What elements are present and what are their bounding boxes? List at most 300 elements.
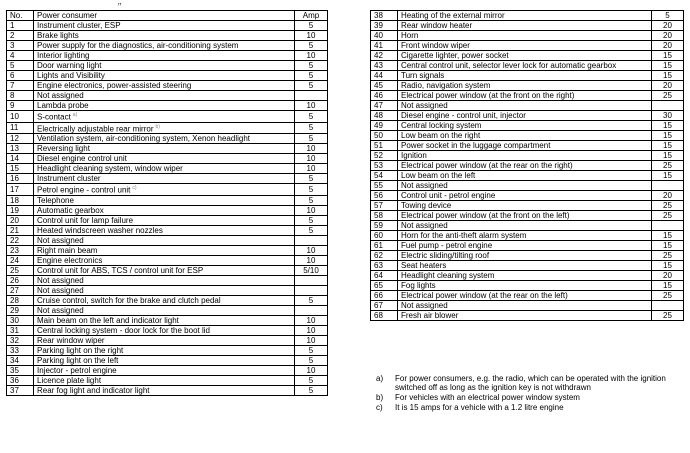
table-row (7, 305, 328, 315)
power-consumer-text: Electrical power window (at the front on the right) (401, 91, 575, 100)
power-consumer-text: Horn for the anti-theft alarm system (401, 231, 527, 240)
power-consumer-text: Brake lights (37, 31, 79, 40)
fuse-number: 38 (371, 11, 398, 21)
fuse-number: 26 (7, 275, 34, 285)
table-row (7, 101, 328, 111)
power-consumer-text: Cigarette lighter, power socket (401, 51, 509, 60)
fuse-number: 63 (371, 261, 398, 271)
power-consumer-text: Instrument cluster (37, 174, 101, 184)
amperage: 10 (295, 335, 328, 345)
table-row (7, 265, 328, 275)
power-consumer-text: Diesel engine - control unit, injector (401, 111, 526, 120)
fuse-number: 44 (371, 71, 398, 81)
power-consumer (398, 211, 652, 221)
amperage: 5 (295, 385, 328, 395)
fuse-number: 35 (7, 365, 34, 375)
amperage: 25 (652, 161, 684, 171)
table-row (371, 11, 684, 21)
power-consumer (398, 191, 652, 201)
table-row (7, 355, 328, 365)
table-row (371, 181, 684, 191)
table-row (371, 41, 684, 51)
table-row (371, 211, 684, 221)
fuse-table-left-body (7, 21, 328, 396)
power-consumer (398, 201, 652, 211)
fuse-number: 17 (7, 184, 34, 196)
amperage (295, 305, 328, 315)
table-row (371, 81, 684, 91)
power-consumer-text: Telephone (37, 195, 74, 205)
power-consumer-text: Control unit for ABS, TCS / control unit for ESP (37, 265, 204, 275)
power-consumer (398, 31, 652, 41)
table-row (7, 144, 328, 154)
amperage: 15 (652, 131, 684, 141)
table-row (371, 31, 684, 41)
amperage (652, 301, 684, 311)
amperage: 15 (652, 121, 684, 131)
amperage: 10 (295, 325, 328, 335)
table-row (7, 195, 328, 205)
power-consumer-text: Ignition (401, 151, 427, 160)
power-consumer (34, 101, 295, 111)
fuse-number: 40 (371, 31, 398, 41)
power-consumer-text: Central locking system - door lock for the boot lid (37, 325, 210, 335)
fuse-number: 14 (7, 154, 34, 164)
table-row (371, 241, 684, 251)
fuse-number: 58 (371, 211, 398, 221)
amperage: 10 (295, 144, 328, 154)
power-consumer-text: Power supply for the diagnostics, air-conditioning system (37, 41, 239, 50)
fuse-number: 67 (371, 301, 398, 311)
footnote-text: For power consumers, e.g. the radio, which can be operated with the ignition switched off as long as the ignition key is not withdrawn (395, 374, 666, 392)
power-consumer-text: Turn signals (401, 71, 445, 80)
table-row (7, 255, 328, 265)
amperage: 20 (652, 41, 684, 51)
power-consumer-text: Petrol engine - control unit (37, 185, 131, 195)
amperage: 10 (295, 164, 328, 174)
amperage: 10 (295, 205, 328, 215)
power-consumer (398, 61, 652, 71)
power-consumer (34, 335, 295, 345)
fuse-number: 30 (7, 315, 34, 325)
amperage: 10 (295, 365, 328, 375)
table-row (7, 174, 328, 184)
fuse-number: 24 (7, 255, 34, 265)
power-consumer (398, 71, 652, 81)
amperage (295, 235, 328, 245)
amperage: 10 (295, 255, 328, 265)
fuse-number: 65 (371, 281, 398, 291)
fuse-number: 25 (7, 265, 34, 275)
amperage: 25 (652, 251, 684, 261)
power-consumer-text: Seat heaters (401, 261, 447, 270)
power-consumer-text: S-contact (37, 112, 71, 122)
power-consumer-text: Not assigned (401, 101, 448, 110)
table-row (371, 221, 684, 231)
power-consumer-text: Licence plate light (37, 375, 102, 385)
fuse-number: 7 (7, 81, 34, 91)
power-consumer (398, 51, 652, 61)
amperage: 5 (295, 134, 328, 144)
power-consumer (34, 225, 295, 235)
fuse-number: 11 (7, 122, 34, 134)
amperage: 5 (295, 21, 328, 31)
power-consumer (398, 271, 652, 281)
amperage: 15 (652, 261, 684, 271)
table-row (371, 251, 684, 261)
fuse-number: 3 (7, 41, 34, 51)
fuse-number: 8 (7, 91, 34, 101)
power-consumer-text: Electrical power window (at the rear on the right) (401, 161, 573, 170)
table-row (371, 131, 684, 141)
power-consumer (34, 305, 295, 315)
power-consumer (34, 355, 295, 365)
table-row (7, 154, 328, 164)
fuse-number: 56 (371, 191, 398, 201)
power-consumer-text: Headlight cleaning system (401, 271, 495, 280)
power-consumer-text: Right main beam (37, 245, 98, 255)
power-consumer-text: Not assigned (401, 221, 448, 230)
table-row (7, 31, 328, 41)
amperage: 25 (652, 311, 684, 321)
amperage: 5 (295, 355, 328, 365)
table-row (371, 201, 684, 211)
table-row (7, 41, 328, 51)
fuse-number: 46 (371, 91, 398, 101)
table-row (371, 151, 684, 161)
power-consumer-text: Not assigned (37, 91, 84, 100)
power-consumer (34, 154, 295, 164)
power-consumer-text: Low beam on the right (401, 131, 481, 140)
footnotes (376, 374, 684, 413)
column-header-consumer: Power consumer (34, 11, 295, 21)
power-consumer-text: Fog lights (401, 281, 436, 290)
fuse-number: 50 (371, 131, 398, 141)
power-consumer-text: Central control unit, selector lever lock for automatic gearbox (401, 61, 617, 70)
amperage: 15 (652, 241, 684, 251)
fuse-number: 15 (7, 164, 34, 174)
amperage: 10 (295, 154, 328, 164)
table-row (7, 385, 328, 395)
fuse-number: 37 (7, 385, 34, 395)
table-row (7, 111, 328, 123)
amperage (295, 275, 328, 285)
fuse-number: 54 (371, 171, 398, 181)
power-consumer-text: Control unit for lamp failure (37, 215, 134, 225)
amperage: 5 (295, 174, 328, 184)
power-consumer (398, 251, 652, 261)
fuse-number: 34 (7, 355, 34, 365)
fuse-number: 48 (371, 111, 398, 121)
amperage: 5 (295, 215, 328, 225)
table-row (371, 291, 684, 301)
table-row (371, 171, 684, 181)
fuse-number: 62 (371, 251, 398, 261)
power-consumer (34, 174, 295, 184)
fuse-number: 66 (371, 291, 398, 301)
power-consumer (34, 21, 295, 31)
power-consumer (34, 285, 295, 295)
power-consumer-text: Radio, navigation system (401, 81, 491, 90)
power-consumer (398, 261, 652, 271)
power-consumer (34, 325, 295, 335)
amperage: 5 (295, 184, 328, 196)
table-row (7, 71, 328, 81)
power-consumer-text: Not assigned (37, 305, 84, 315)
table-row (7, 275, 328, 285)
table-row (7, 51, 328, 61)
amperage: 5 (295, 111, 328, 123)
fuse-number: 21 (7, 225, 34, 235)
table-row (7, 61, 328, 71)
amperage: 15 (652, 141, 684, 151)
table-row (371, 121, 684, 131)
power-consumer-text: Reversing light (37, 144, 90, 154)
power-consumer-text: Lights and Visibility (37, 71, 105, 80)
table-row (7, 205, 328, 215)
amperage: 5 (295, 375, 328, 385)
table-row (371, 161, 684, 171)
fuse-table-right (370, 10, 684, 321)
table-row (7, 215, 328, 225)
fuse-table-left (6, 10, 328, 396)
fuse-number: 31 (7, 325, 34, 335)
footnote (376, 393, 684, 402)
power-consumer-text: Automatic gearbox (37, 205, 104, 215)
power-consumer (34, 122, 295, 134)
table-row (371, 51, 684, 61)
table-row (7, 365, 328, 375)
table-row (7, 91, 328, 101)
power-consumer-text: Not assigned (37, 285, 84, 295)
power-consumer (34, 235, 295, 245)
power-consumer-text: Diesel engine control unit (37, 154, 127, 164)
table-row (7, 245, 328, 255)
power-consumer-text: Heating of the external mirror (401, 11, 505, 20)
power-consumer-text: Electrical power window (at the front on the left) (401, 211, 570, 220)
power-consumer-text: Parking light on the left (37, 355, 119, 365)
power-consumer-text: Instrument cluster, ESP (37, 21, 121, 30)
table-row (371, 141, 684, 151)
amperage: 10 (295, 245, 328, 255)
fuse-number: 16 (7, 174, 34, 184)
fuse-number: 59 (371, 221, 398, 231)
power-consumer (34, 265, 295, 275)
power-consumer (34, 81, 295, 91)
power-consumer-text: Lambda probe (37, 101, 89, 110)
power-consumer (34, 164, 295, 174)
power-consumer-text: Not assigned (37, 235, 84, 245)
fuse-number: 61 (371, 241, 398, 251)
amperage: 10 (295, 315, 328, 325)
table-row (371, 281, 684, 291)
table-row (371, 231, 684, 241)
power-consumer (34, 91, 295, 101)
power-consumer-text: Control unit - petrol engine (401, 191, 496, 200)
amperage: 20 (652, 21, 684, 31)
power-consumer-text: Rear window heater (401, 21, 473, 30)
fuse-table-right-body (371, 11, 684, 321)
footnote (376, 403, 684, 412)
amperage: 5/10 (295, 265, 328, 275)
power-consumer (398, 11, 652, 21)
fuse-number: 57 (371, 201, 398, 211)
amperage: 15 (652, 281, 684, 291)
power-consumer (34, 31, 295, 41)
amperage: 15 (652, 171, 684, 181)
fuse-number: 29 (7, 305, 34, 315)
footnote-text: For vehicles with an electrical power window system (395, 393, 580, 402)
table-row (7, 315, 328, 325)
table-row (7, 225, 328, 235)
power-consumer-text: Cruise control, switch for the brake and clutch pedal (37, 295, 221, 305)
fuse-number: 52 (371, 151, 398, 161)
fuse-number: 68 (371, 311, 398, 321)
power-consumer-text: Not assigned (401, 181, 448, 190)
fuse-number: 27 (7, 285, 34, 295)
fuse-number: 12 (7, 134, 34, 144)
power-consumer-text: Electrically adjustable rear mirror (37, 124, 154, 134)
fuse-number: 19 (7, 205, 34, 215)
amperage: 25 (652, 91, 684, 101)
fuse-number: 64 (371, 271, 398, 281)
power-consumer (34, 255, 295, 265)
table-row (371, 101, 684, 111)
power-consumer (34, 144, 295, 154)
amperage (295, 285, 328, 295)
fuse-number: 36 (7, 375, 34, 385)
amperage: 15 (652, 151, 684, 161)
power-consumer-text: Interior lighting (37, 51, 90, 60)
footnote-letter: b) (376, 393, 384, 402)
power-consumer (34, 61, 295, 71)
power-consumer (398, 141, 652, 151)
table-row (7, 164, 328, 174)
power-consumer-text: Ventilation system, air-conditioning system, Xenon headlight (37, 134, 251, 144)
table-row (371, 71, 684, 81)
footnote (376, 374, 684, 392)
amperage: 30 (652, 111, 684, 121)
amperage: 5 (295, 122, 328, 134)
amperage: 25 (652, 211, 684, 221)
power-consumer (34, 275, 295, 285)
amperage: 5 (295, 61, 328, 71)
table-row (7, 345, 328, 355)
amperage: 15 (652, 231, 684, 241)
power-consumer (34, 385, 295, 395)
table-row (371, 261, 684, 271)
power-consumer (34, 51, 295, 61)
fuse-number: 49 (371, 121, 398, 131)
power-consumer (398, 171, 652, 181)
fuse-number: 42 (371, 51, 398, 61)
power-consumer-text: Electric sliding/tilting roof (401, 251, 490, 260)
fuse-number: 51 (371, 141, 398, 151)
power-consumer-text: Door warning light (37, 61, 102, 70)
fuse-number: 43 (371, 61, 398, 71)
amperage (652, 221, 684, 231)
header-mark: ᵣᵣ (118, 0, 122, 7)
fuse-number: 53 (371, 161, 398, 171)
amperage: 10 (295, 51, 328, 61)
footnote-letter: c) (376, 403, 383, 412)
amperage: 25 (652, 291, 684, 301)
table-row (7, 235, 328, 245)
power-consumer (34, 195, 295, 205)
power-consumer (398, 91, 652, 101)
power-consumer-text: Main beam on the left and indicator light (37, 315, 179, 325)
power-consumer (398, 161, 652, 171)
power-consumer (34, 375, 295, 385)
table-row (371, 191, 684, 201)
amperage: 15 (652, 71, 684, 81)
fuse-number: 20 (7, 215, 34, 225)
amperage: 20 (652, 191, 684, 201)
footnote-ref: c) (132, 185, 137, 192)
power-consumer-text: Not assigned (37, 275, 84, 285)
power-consumer (34, 134, 295, 144)
fuse-number: 5 (7, 61, 34, 71)
power-consumer-text: Horn (401, 31, 419, 40)
power-consumer-text: Low beam on the left (401, 171, 476, 180)
table-row (7, 335, 328, 345)
footnote-ref: b) (155, 123, 160, 130)
fuse-number: 6 (7, 71, 34, 81)
power-consumer (34, 111, 295, 123)
power-consumer (398, 121, 652, 131)
power-consumer-text: Rear fog light and indicator light (37, 385, 150, 395)
power-consumer-text: Engine electronics, power-assisted steering (37, 81, 192, 90)
table-row (7, 184, 328, 196)
table-row (371, 91, 684, 101)
amperage: 5 (295, 295, 328, 305)
table-row (7, 21, 328, 31)
fuse-number: 28 (7, 295, 34, 305)
fuse-number: 55 (371, 181, 398, 191)
power-consumer-text: Towing device (401, 201, 452, 210)
table-row (371, 61, 684, 71)
power-consumer (398, 241, 652, 251)
amperage (295, 91, 328, 101)
power-consumer (34, 184, 295, 196)
power-consumer-text: Central locking system (401, 121, 482, 130)
power-consumer-text: Engine electronics (37, 255, 103, 265)
fuse-number: 45 (371, 81, 398, 91)
fuse-number: 47 (371, 101, 398, 111)
amperage: 5 (295, 41, 328, 51)
power-consumer (34, 295, 295, 305)
column-header-no: No. (7, 11, 34, 21)
power-consumer (34, 41, 295, 51)
table-row (7, 285, 328, 295)
table-row (7, 81, 328, 91)
footnote-ref: a) (72, 112, 78, 118)
table-row (371, 301, 684, 311)
power-consumer (398, 131, 652, 141)
power-consumer-text: Fresh air blower (401, 311, 459, 320)
amperage (652, 101, 684, 111)
power-consumer-text: Not assigned (401, 301, 448, 310)
column-header-amp: Amp (295, 11, 328, 21)
amperage: 20 (652, 271, 684, 281)
table-row (371, 311, 684, 321)
fuse-number: 23 (7, 245, 34, 255)
power-consumer (398, 221, 652, 231)
power-consumer (34, 365, 295, 375)
power-consumer (398, 21, 652, 31)
power-consumer (34, 345, 295, 355)
power-consumer (34, 315, 295, 325)
